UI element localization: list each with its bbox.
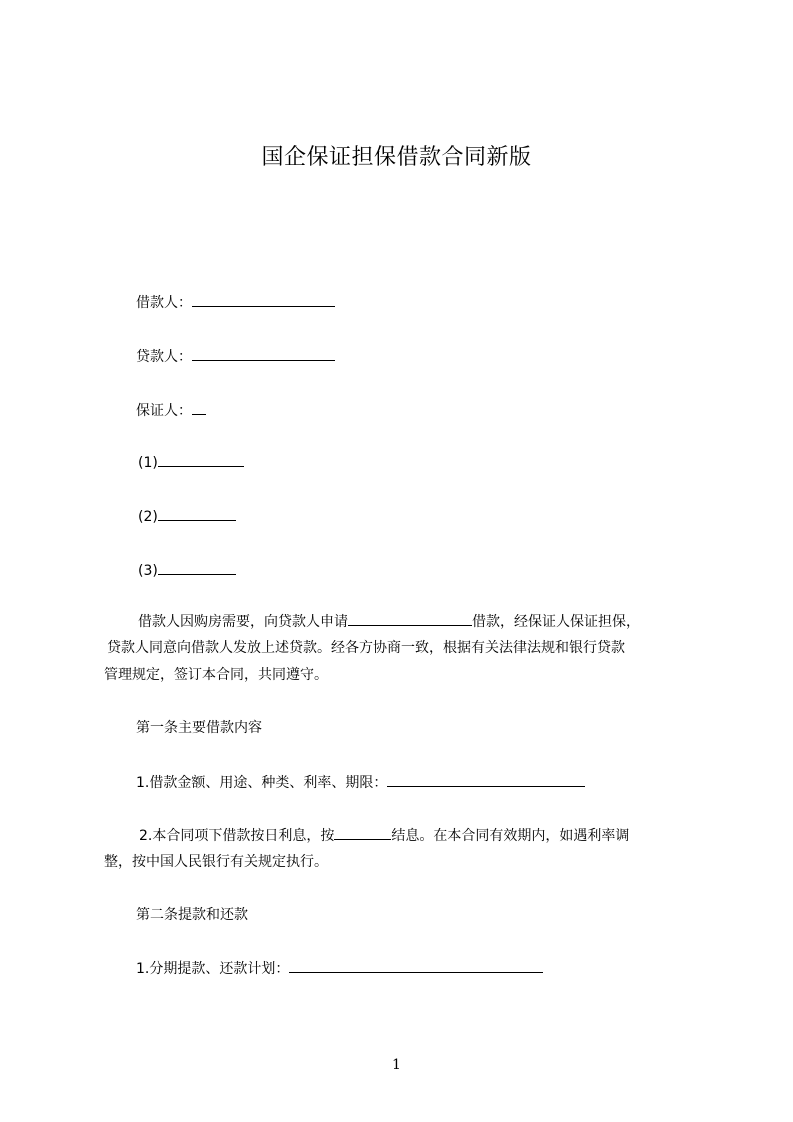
- lender-blank: [192, 346, 335, 361]
- item2-blank: [158, 506, 236, 521]
- interest-settlement-blank: [334, 825, 391, 840]
- article2-heading: 第二条提款和还款: [136, 907, 248, 923]
- loan-amount-blank: [348, 611, 472, 626]
- page-number: 1: [392, 1057, 401, 1073]
- guarantor-item-2: [138, 506, 236, 527]
- document-title: 国企保证担保借款合同新版: [261, 145, 532, 170]
- lender-label: 贷款人：: [136, 349, 192, 365]
- article2-clause1-text: 1.分期提款、还款计划：: [136, 961, 290, 977]
- article1-clause1: [136, 772, 585, 793]
- preamble-text-1b: 借款，经保证人保证担保，: [472, 614, 640, 630]
- item1-blank: [158, 452, 244, 467]
- article1-clause2: [139, 825, 629, 846]
- borrower-blank: [192, 292, 335, 307]
- borrower-line: [136, 292, 335, 313]
- guarantor-line: [136, 400, 206, 421]
- guarantor-item-1: [138, 452, 244, 473]
- guarantor-label: 保证人：: [136, 403, 192, 419]
- article1-clause1-blank: [387, 772, 585, 787]
- item2-label: (2): [138, 509, 158, 525]
- preamble-text-1a: 借款人因购房需要，向贷款人申请: [138, 614, 348, 630]
- item1-label: (1): [138, 455, 158, 471]
- article2-clause1: [136, 958, 543, 979]
- preamble-line-2: 贷款人同意向借款人发放上述贷款。经各方协商一致，根据有关法律法规和银行贷款: [107, 640, 625, 656]
- article1-heading: 第一条主要借款内容: [136, 720, 262, 736]
- guarantor-blank: [192, 400, 206, 415]
- item3-label: (3): [138, 563, 158, 579]
- article2-clause1-blank: [289, 958, 543, 973]
- article1-clause1-text: 1.借款金额、用途、种类、利率、期限：: [136, 775, 388, 791]
- article1-clause2-text-a: 2.本合同项下借款按日利息，按: [139, 828, 335, 844]
- item3-blank: [158, 560, 236, 575]
- article1-clause2-line2: 整，按中国人民银行有关规定执行。: [104, 854, 328, 870]
- article1-clause2-text-b: 结息。在本合同有效期内，如遇利率调: [391, 828, 630, 844]
- preamble-line-3: 管理规定，签订本合同，共同遵守。: [104, 667, 328, 683]
- lender-line: [136, 346, 335, 367]
- preamble-line-1: [138, 611, 640, 632]
- borrower-label: 借款人：: [136, 295, 192, 311]
- guarantor-item-3: [138, 560, 236, 581]
